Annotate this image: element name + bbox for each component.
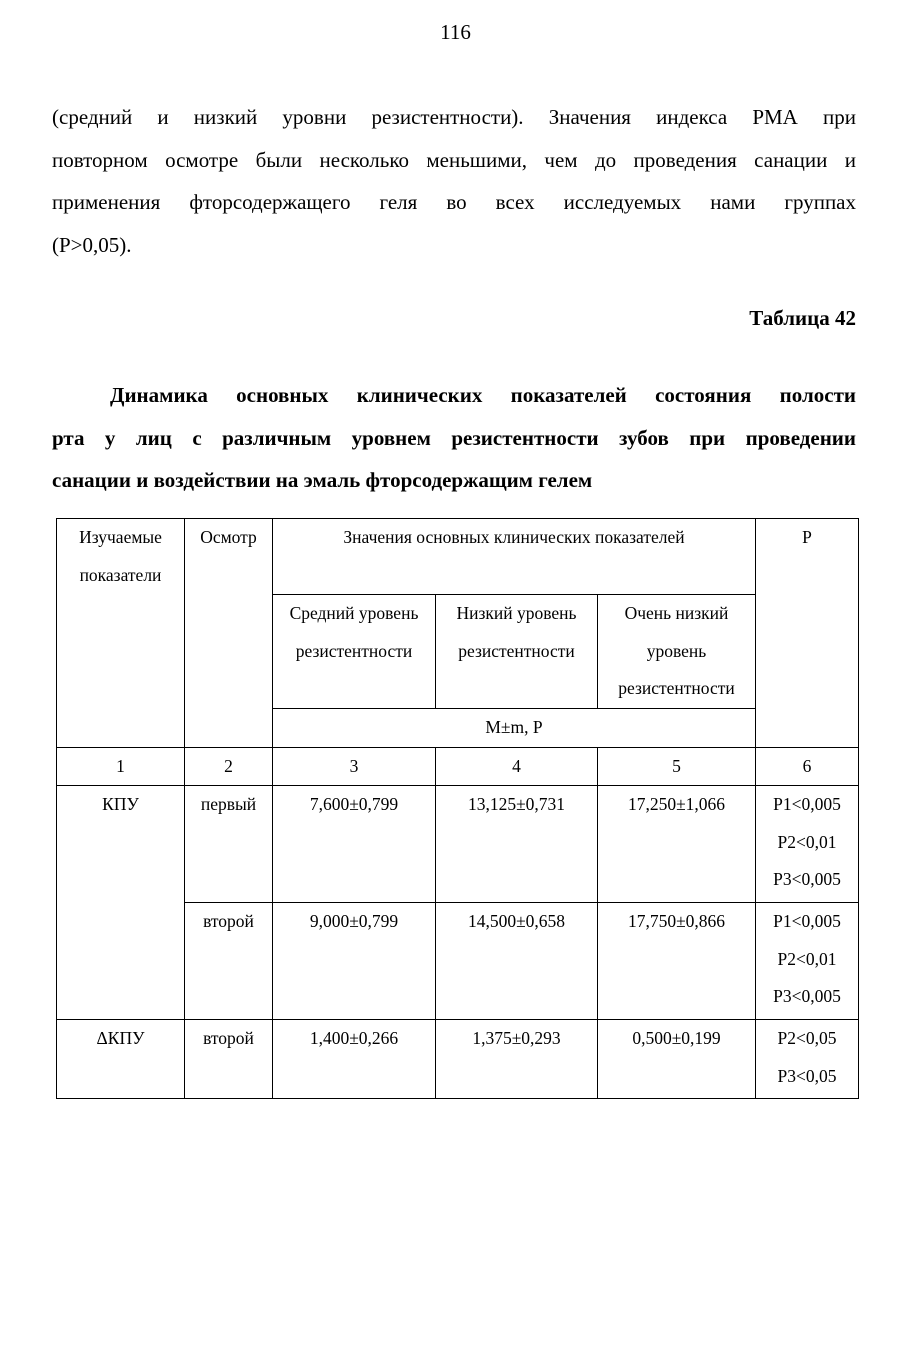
paragraph-line: повторном осмотре были несколько меньшими, чем до проведения санации и (52, 147, 856, 172)
table-row (57, 1020, 859, 1099)
header-indicator-text: Изучаемые показатели (79, 527, 162, 585)
header-group: Значения основных клинических показателей (273, 519, 756, 595)
subheader-medium: Средний уровень резистентности (273, 595, 436, 709)
col-number: 5 (598, 747, 756, 786)
header-exam: Осмотр (185, 519, 273, 748)
paragraph-line: (Р>0,05). (52, 232, 132, 257)
value-cell: 7,600±0,799 (273, 786, 436, 903)
paragraph-line: (средний и низкий уровни резистентности). Значения индекса РМА при (52, 105, 856, 129)
page-number: 116 (440, 20, 471, 44)
p-cell (756, 1020, 859, 1099)
exam-cell: первый (185, 786, 273, 903)
subheader-very-low (598, 595, 756, 709)
exam-cell: второй (185, 1020, 273, 1099)
value-cell: 9,000±0,799 (273, 903, 436, 1020)
data-table (56, 518, 859, 1099)
value-cell: 1,375±0,293 (436, 1020, 598, 1099)
header-p: Р (756, 519, 859, 748)
value-cell: 17,250±1,066 (598, 786, 756, 903)
body-paragraph (52, 96, 856, 266)
p-value: Р1<0,005 (773, 911, 841, 931)
col-number: 4 (436, 747, 598, 786)
col-number: 1 (57, 747, 185, 786)
table-row (57, 786, 859, 903)
subheader-very-low-text: Очень низкий уровень резистентности (618, 603, 735, 698)
p-value: Р2<0,01 (777, 831, 837, 852)
p-value: Р1<0,005 (773, 794, 841, 814)
p-cell (756, 786, 859, 903)
p-value: Р2<0,01 (777, 948, 837, 969)
value-cell: 1,400±0,266 (273, 1020, 436, 1099)
col-number: 3 (273, 747, 436, 786)
column-numbers-row (57, 747, 859, 786)
subheader-low: Низкий уровень резистентности (436, 595, 598, 709)
indicator-cell: КПУ (57, 786, 185, 1020)
caption-line: санации и воздействии на эмаль фторсодержащим гелем (52, 468, 593, 492)
caption-line: рта у лиц с различным уровнем резистентности зубов при проведении (52, 425, 856, 450)
value-cell: 14,500±0,658 (436, 903, 598, 1020)
header-indicator (57, 519, 185, 748)
p-value: Р2<0,05 (777, 1028, 837, 1048)
caption-line: Динамика основных клинических показателей состояния полости (110, 383, 856, 407)
exam-cell: второй (185, 903, 273, 1020)
p-value: Р3<0,005 (773, 869, 841, 889)
p-cell (756, 903, 859, 1020)
value-cell: 13,125±0,731 (436, 786, 598, 903)
p-value: Р3<0,05 (777, 1065, 837, 1086)
units-cell: М±m, Р (273, 708, 756, 747)
value-cell: 0,500±0,199 (598, 1020, 756, 1099)
p-value: Р3<0,005 (773, 986, 841, 1006)
indicator-cell: ΔКПУ (57, 1020, 185, 1099)
value-cell: 17,750±0,866 (598, 903, 756, 1020)
table-caption (52, 374, 856, 502)
paragraph-line: применения фторсодержащего геля во всех исследуемых нами группах (52, 190, 856, 214)
header-row (57, 519, 859, 595)
col-number: 2 (185, 747, 273, 786)
table-label: Таблица 42 (749, 306, 856, 330)
col-number: 6 (756, 747, 859, 786)
